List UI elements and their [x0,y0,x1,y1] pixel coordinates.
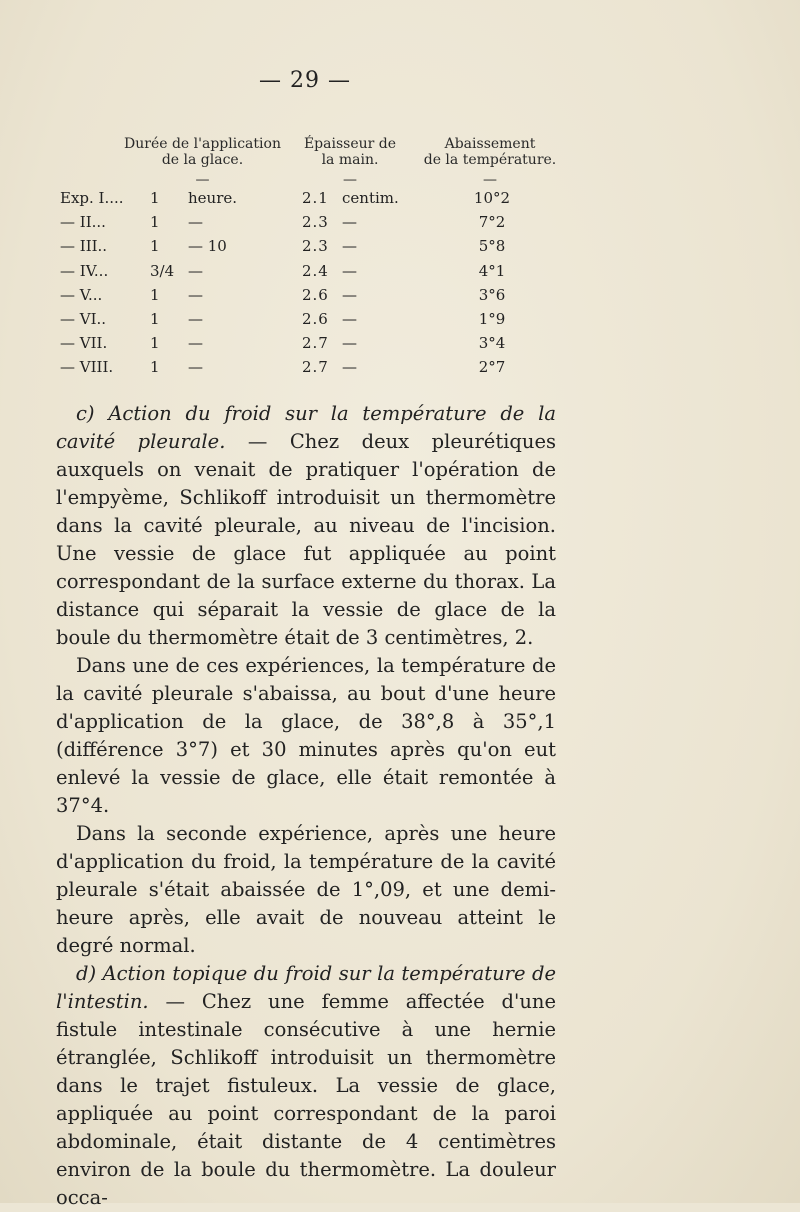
cell-drop: 3°6 [478,285,506,304]
body-text [56,400,556,1212]
cell-label: — VII. [60,334,108,353]
cell-thick: 2.1 [302,189,329,207]
cell-dur2: — [188,261,203,280]
cell-drop: 3°4 [478,334,506,353]
cell-thick: 2.3 [302,237,329,256]
cell-dur2: — [188,358,203,377]
cell-thick2: — [342,213,357,232]
cell-dur2: — [188,285,203,304]
cell-drop: 7°2 [478,213,506,232]
section-d-title: d) Action topique du froid sur la température de l'intestin. [56,962,556,1013]
cell-label: — V... [60,285,103,304]
cell-label: — II... [60,213,106,232]
header-duration [120,136,285,188]
table-row [0,307,800,331]
table-row [0,234,800,258]
paragraph-c-3: Dans la seconde expérience, après une heure d'application du froid, la température de la cavité pleurale s'était abaissée de 1°,09, et une demi-heure après, elle avait de nouveau atteint le degré normal. [56,822,556,957]
cell-dur: 1 [150,334,160,353]
cell-dur: 1 [150,310,160,328]
cell-dur2: — 10 [188,237,227,256]
cell-thick2: — [342,358,357,377]
table-row [0,355,800,379]
paragraph-c-1 [56,400,556,652]
section-c-text-1: — Chez deux pleurétiques auxquels on venait de pratiquer l'opération de l'empyème, Schlikoff introduisit un thermomètre dans la cavité pleurale, au niveau de l'incision. Une vessie de glace fut appliquée au point correspondant de la surface externe du thorax. La distance qui séparait la vessie de glace de la boule du thermomètre était de 3 centimètres, 2. [56,430,556,649]
cell-thick2: — [342,310,357,328]
cell-thick2: — [342,261,357,280]
cell-thick: 2.6 [302,285,329,304]
cell-drop: 10°2 [473,189,511,207]
cell-dur: 1 [150,358,160,377]
cell-label: — VIII. [60,358,114,377]
paragraph-d-1 [56,960,556,1212]
header-duration-line1: Durée de l'application [124,136,281,152]
cell-drop: 4°1 [478,261,506,280]
cell-label: — VI.. [60,310,107,328]
cell-thick2: — [342,285,357,304]
header-thickness [295,136,405,188]
cell-thick: 2.3 [302,213,329,232]
paragraph-c-2: Dans une de ces expériences, la température de la cavité pleurale s'abaissa, au bout d'une heure d'application de la glace, de 38°,8 à 35°,1 (différence 3°7) et 30 minutes après qu'on eut enlevé la vessie de glace, elle était remontée à 37°4. [56,654,556,817]
section-d-text-1: — Chez une femme affectée d'une fistule intestinale consécutive à une hernie étranglée, Schlikoff introduisit un thermomètre dans le trajet fistuleux. La vessie de glace, appliquée au point correspondant de la paroi abdominale, était distante de 4 centimètres environ de la boule du thermomètre. La douleur occa- [56,990,556,1209]
cell-dur: 1 [150,213,160,232]
cell-dur: 1 [150,285,160,304]
cell-thick2: — [342,237,357,256]
cell-dur2: heure. [188,189,238,207]
cell-thick2: centim. [342,189,399,207]
table-row [0,283,800,307]
table-row [0,210,800,234]
cell-dur2: — [188,213,203,232]
cell-dur: 1 [150,237,160,256]
cell-thick2: — [342,334,357,353]
cell-dur: 3/4 [150,261,175,280]
section-c-title: c) Action du froid sur la température de la cavité pleurale. [56,402,556,453]
header-duration-line2: de la glace. [161,152,244,168]
cell-dur2: — [188,334,203,353]
header-drop [420,136,560,188]
header-thickness-line1: Épaisseur de [303,136,397,152]
header-drop-dash: — [483,172,497,188]
cell-thick: 2.7 [302,358,329,377]
page-number: — 29 — [259,68,351,93]
header-thickness-line2: la main. [321,152,379,168]
cell-label: Exp. I.... [60,189,124,207]
table-row [0,331,800,355]
cell-thick: 2.6 [302,310,329,328]
header-drop-line1: Abaissement [444,136,536,152]
table-row [0,259,800,283]
cell-drop: 2°7 [478,358,506,377]
cell-drop: 5°8 [478,237,506,256]
table-row [0,186,800,210]
cell-dur: 1 [150,189,160,207]
cell-drop: 1°9 [478,310,506,328]
header-drop-line2: de la température. [423,152,557,168]
header-thickness-dash: — [343,172,357,188]
cell-dur2: — [188,310,203,328]
cell-thick: 2.7 [302,334,329,353]
cell-label: — III.. [60,237,108,256]
cell-thick: 2.4 [302,261,329,280]
header-duration-dash: — [195,172,210,188]
cell-label: — IV... [60,261,109,280]
